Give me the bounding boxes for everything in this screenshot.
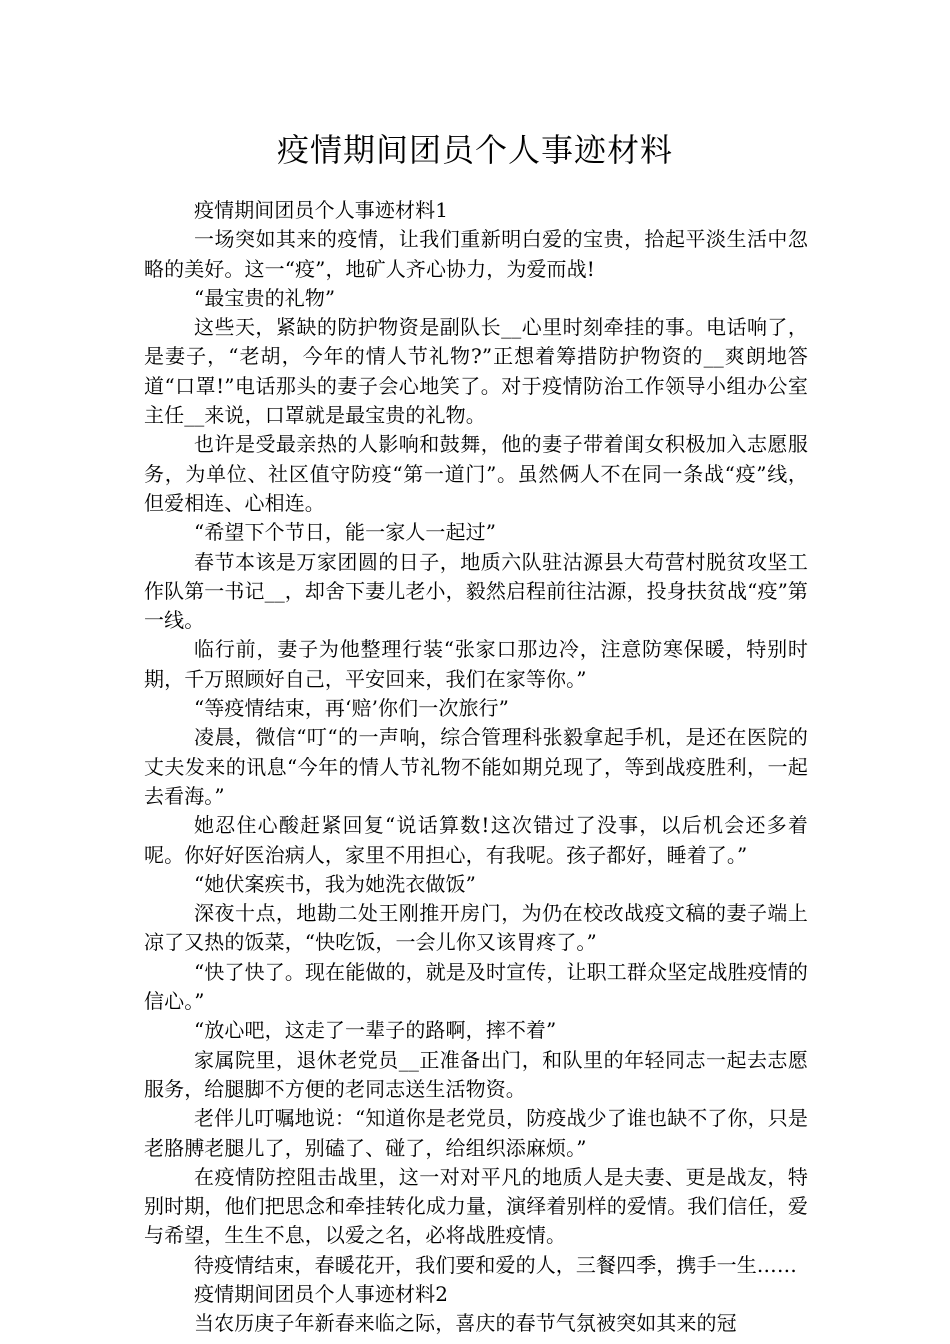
subheading: “放心吧，这走了一辈子的路啊，摔不着” <box>194 1018 557 1043</box>
paragraph: 凌晨，微信“叮“的一声响，综合管理科张毅拿起手机，是还在医院的丈夫发来的讯息“今年的情人节礼物不能如期兑现了，等到战疫胜利，一起去看海。” <box>144 725 808 808</box>
paragraph: 待疫情结束，春暖花开，我们要和爱的人，三餐四季，携手一生…… <box>194 1252 797 1277</box>
paragraph: 也许是受最亲热的人影响和鼓舞，他的妻子带着闺女积极加入志愿服务，为单位、社区值守防疫“第一道门”。虽然俩人不在同一条战“疫”线，但爱相连、心相连。 <box>144 432 808 515</box>
document-body <box>144 196 808 1339</box>
paragraph: “快了快了。现在能做的，就是及时宣传，让职工群众坚定战胜疫情的信心。” <box>144 959 808 1014</box>
paragraph: 这些天，紧缺的防护物资是副队长__心里时刻牵挂的事。电话响了，是妻子，“老胡，今年的情人节礼物?”正想着筹措防护物资的__爽朗地答道“口罩!”电话那头的妻子会心地笑了。对于疫情防治工作领导小组办公室主任__来说，口罩就是最宝贵的礼物。 <box>144 315 808 428</box>
paragraph: 家属院里，退休老党员__正准备出门，和队里的年轻同志一起去志愿服务，给腿脚不方便的老同志送生活物资。 <box>144 1047 808 1101</box>
subheading: “等疫情结束，再‘赔’你们一次旅行” <box>194 696 509 721</box>
section-heading: 疫情期间团员个人事迹材料1 <box>194 198 449 222</box>
paragraph: 老伴儿叮嘱地说：“知道你是老党员，防疫战少了谁也缺不了你，只是老胳膊老腿儿了，别磕了、碰了，给组织添麻烦。” <box>144 1106 808 1160</box>
subheading: “她伏案疾书，我为她洗衣做饭” <box>194 871 476 896</box>
paragraph: 春节本该是万家团圆的日子，地质六队驻沽源县大苟营村脱贫攻坚工作队第一书记__，却舍下妻儿老小，毅然启程前往沽源，投身扶贫战“疫”第一线。 <box>144 549 808 633</box>
paragraph: 她忍住心酸赶紧回复“说话算数!这次错过了没事，以后机会还多着呢。你好好医治病人，家里不用担心，有我呢。孩子都好，睡着了。” <box>144 813 808 867</box>
paragraph: 临行前，妻子为他整理行装“张家口那边冷，注意防寒保暖，特别时期，千万照顾好自己，平安回来，我们在家等你。” <box>144 637 808 691</box>
paragraph: 在疫情防控阻击战里，这一对对平凡的地质人是夫妻、更是战友，特别时期，他们把思念和牵挂转化成力量，演绎着别样的爱情。我们信任，爱与希望，生生不息，以爱之名，必将战胜疫情。 <box>144 1164 808 1248</box>
section-heading: 疫情期间团员个人事迹材料2 <box>194 1281 449 1306</box>
subheading: “希望下个节日，能一家人一起过” <box>194 520 497 545</box>
paragraph: 深夜十点，地勘二处王刚推开房门，为仍在校改战疫文稿的妻子端上凉了又热的饭菜，“快吃饭，一会儿你又该胃疼了。” <box>144 901 808 955</box>
document-title: 疫情期间团员个人事迹材料 <box>276 131 673 169</box>
subheading: “最宝贵的礼物” <box>194 285 336 310</box>
paragraph: 当农历庚子年新春来临之际，喜庆的春节气氛被突如其来的冠 <box>194 1311 737 1336</box>
paragraph: 一场突如其来的疫情，让我们重新明白爱的宝贵，拾起平淡生活中忽略的美好。这一“疫”，地矿人齐心协力，为爱而战! <box>144 227 808 281</box>
